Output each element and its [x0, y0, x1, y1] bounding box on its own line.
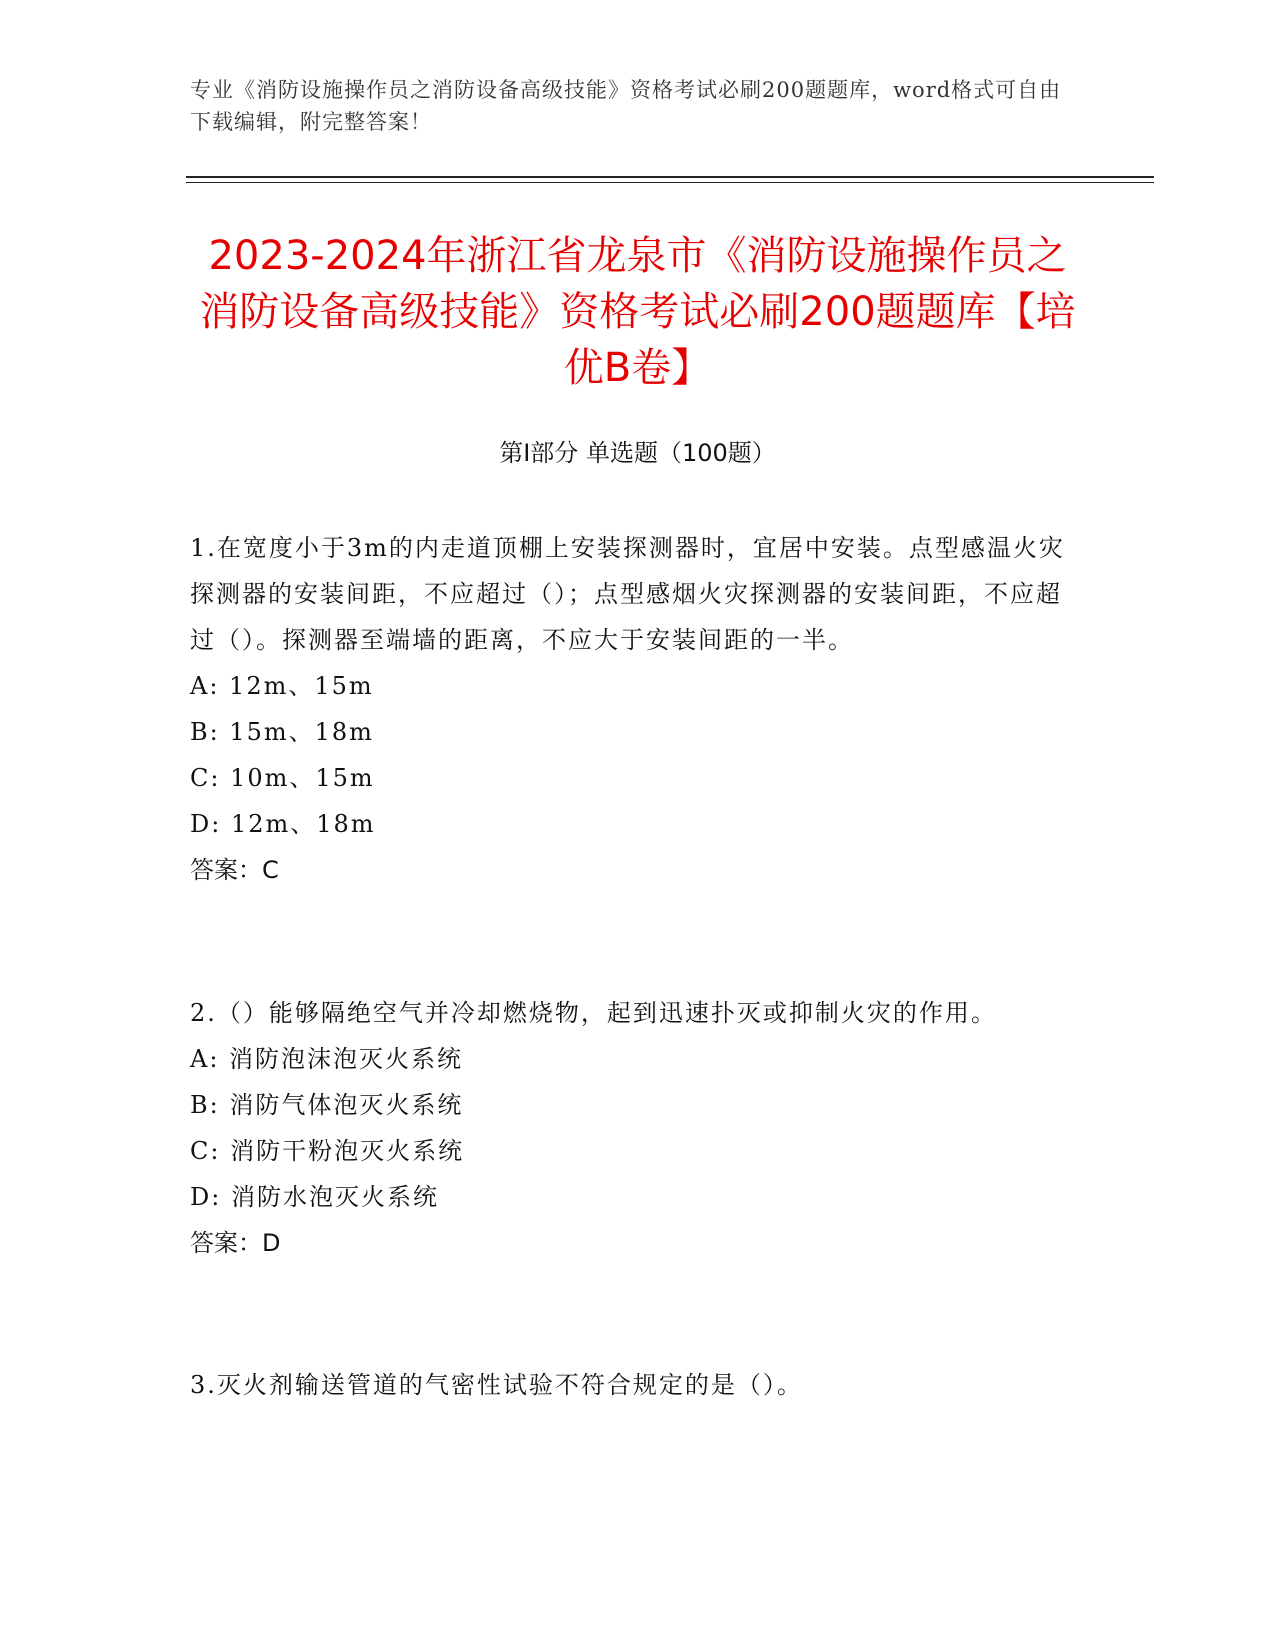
- option-b: B: 消防气体泡灭火系统: [190, 1091, 464, 1119]
- option-a: A: 12m、15m: [190, 672, 374, 700]
- header-divider-thick: [186, 176, 1154, 178]
- header-note: 专业《消防设施操作员之消防设备高级技能》资格考试必刷200题题库，word格式可自由下载编辑，附完整答案！: [190, 78, 1062, 134]
- header-divider-thin: [186, 182, 1154, 183]
- option-a: A: 消防泡沫泡灭火系统: [190, 1045, 464, 1073]
- question-2: [190, 990, 1070, 1266]
- option-d: D: 12m、18m: [190, 810, 376, 838]
- option-b: B: 15m、18m: [190, 718, 374, 746]
- question-stem: 1.在宽度小于3m的内走道顶棚上安装探测器时，宜居中安装。点型感温火灾探测器的安装间距，不应超过（）；点型感烟火灾探测器的安装间距，不应超过（）。探测器至端墙的距离，不应大于安装间距的一半。: [190, 534, 1065, 654]
- section-heading: 第I部分 单选题（100题）: [499, 439, 776, 467]
- answer: 答案：D: [190, 1229, 281, 1257]
- question-stem: 2.（）能够隔绝空气并冷却燃烧物，起到迅速扑灭或抑制火灾的作用。: [190, 999, 997, 1027]
- answer: 答案：C: [190, 856, 279, 884]
- option-c: C: 消防干粉泡灭火系统: [190, 1137, 465, 1165]
- question-3: [190, 1362, 1070, 1408]
- document-title: 2023-2024年浙江省龙泉市《消防设施操作员之消防设备高级技能》资格考试必刷200题题库【培优B卷】: [199, 233, 1076, 391]
- option-d: D: 消防水泡灭火系统: [190, 1183, 439, 1211]
- question-stem: 3.灭火剂输送管道的气密性试验不符合规定的是（）。: [190, 1371, 803, 1399]
- option-c: C: 10m、15m: [190, 764, 375, 792]
- question-1: [190, 525, 1070, 893]
